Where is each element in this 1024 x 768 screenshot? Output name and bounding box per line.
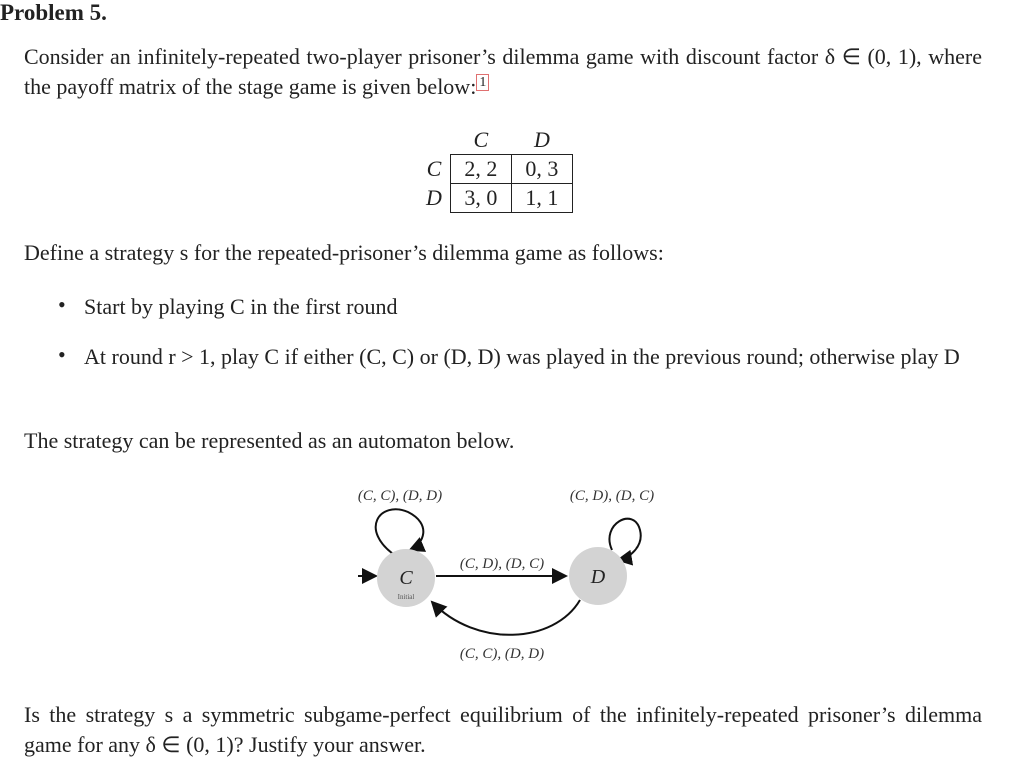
state-c-sublabel: Initial bbox=[397, 593, 415, 601]
bullet-marker: • bbox=[58, 292, 66, 317]
payoff-cell: 3, 0 bbox=[450, 184, 511, 213]
problem-title: Problem 5. bbox=[0, 0, 107, 25]
edge-d-to-c-label: (C, C), (D, D) bbox=[459, 646, 545, 662]
question-text: Is the strategy s a symmetric subgame-perfect equilibrium of the infinitely-repeated prisoner’s dilemma game for any δ ∈ (0, 1)? Justify your answer. bbox=[24, 702, 982, 757]
edge-c-to-d-label: (C, D), (D, C) bbox=[459, 556, 545, 572]
loop-d-label: (C, D), (D, C) bbox=[569, 488, 655, 504]
payoff-col-header: D bbox=[533, 127, 550, 152]
loop-c-label: (C, C), (D, D) bbox=[357, 488, 443, 504]
problem-intro-text: Consider an infinitely-repeated two-player prisoner’s dilemma game with discount factor δ ∈ (0, 1), where the payoff matrix of the stage game is given below: bbox=[24, 44, 982, 99]
payoff-cell: 2, 2 bbox=[450, 155, 511, 184]
edge-d-to-c-arrow bbox=[432, 600, 580, 635]
state-c-label: C bbox=[399, 567, 413, 589]
payoff-row-header: C bbox=[426, 156, 442, 181]
bullet-marker: • bbox=[58, 342, 66, 367]
payoff-col-header: C bbox=[473, 127, 489, 152]
payoff-row-header: D bbox=[426, 185, 442, 210]
payoff-cell: 0, 3 bbox=[511, 155, 572, 184]
strategy-bullet: At round r > 1, play C if either (C, C) or (D, D) was played in the previous round; otherwise play D bbox=[84, 344, 960, 369]
problem-intro bbox=[24, 42, 982, 102]
automaton-intro: The strategy can be represented as an automaton below. bbox=[24, 428, 515, 453]
footnote-link[interactable]: 1 bbox=[476, 74, 489, 91]
strategy-definition: Define a strategy s for the repeated-prisoner’s dilemma game as follows: bbox=[24, 240, 664, 265]
payoff-matrix bbox=[418, 126, 573, 213]
state-d-label: D bbox=[590, 566, 606, 588]
payoff-cell: 1, 1 bbox=[511, 184, 572, 213]
loop-c-arrow bbox=[376, 509, 424, 556]
strategy-bullet: Start by playing C in the first round bbox=[84, 294, 398, 319]
payoff-corner bbox=[418, 126, 450, 155]
strategy-automaton-diagram bbox=[340, 478, 680, 668]
